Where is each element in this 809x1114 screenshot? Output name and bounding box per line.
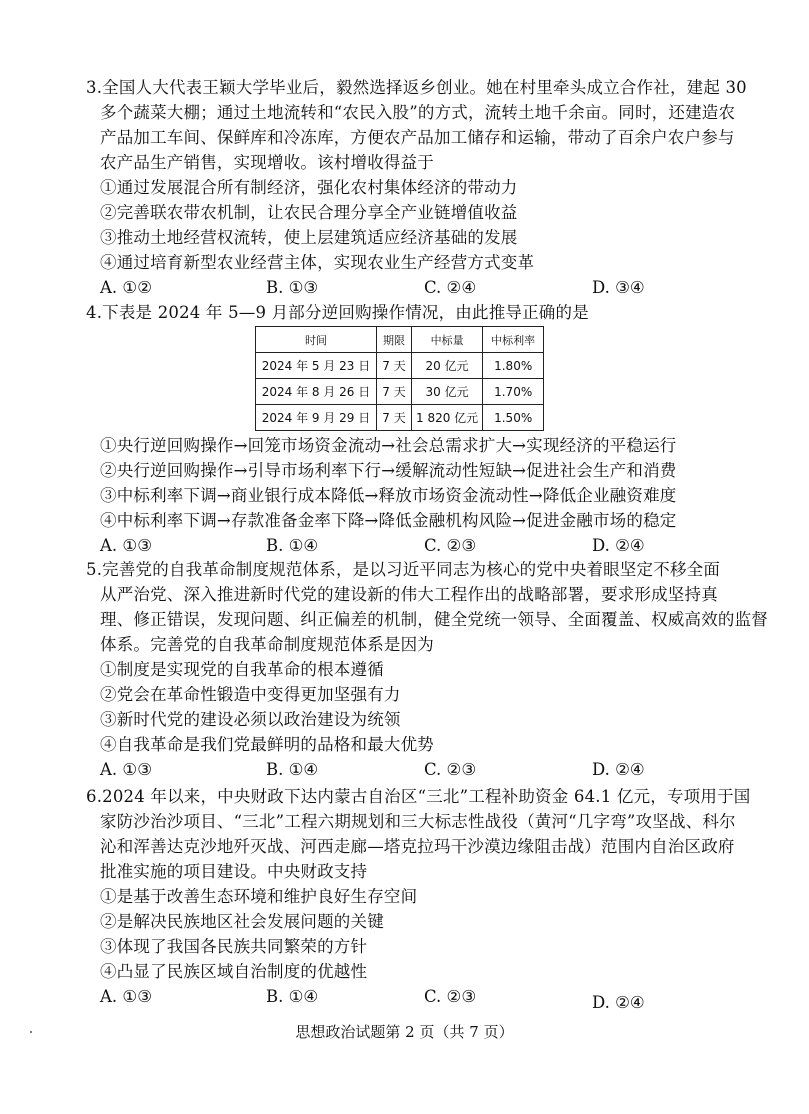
q4-choice-b: B. ①④	[266, 536, 319, 555]
q4-choice-c: C. ②③	[424, 536, 477, 555]
q3-option-3: ③推动土地经营权流转，使上层建筑适应经济基础的发展	[100, 228, 518, 247]
q6-choices	[100, 984, 706, 1012]
table-header-term: 期限	[377, 327, 412, 353]
q6-option-2: ②是解决民族地区社会发展问题的关键	[100, 912, 384, 931]
table-header-date: 时间	[256, 327, 377, 353]
q4-option-4: ④中标利率下调→存款准备金率下降→降低金融机构风险→促进金融市场的稳定	[100, 511, 677, 530]
q4-choices	[100, 533, 706, 558]
table-cell: 20 亿元	[412, 353, 483, 379]
table-cell: 2024 年 8 月 26 日	[256, 379, 377, 405]
question-3	[86, 75, 747, 300]
q6-option-4: ④凸显了民族区域自治制度的优越性	[100, 962, 368, 981]
q3-option-2: ②完善联农带农机制，让农民合理分享全产业链增值收益	[100, 203, 518, 222]
q4-choice-a: A. ①③	[100, 536, 152, 555]
q3-choice-b: B. ①③	[266, 278, 319, 297]
table-header-rate: 中标利率	[483, 327, 544, 353]
question-4-options	[86, 433, 706, 558]
repo-operations-table	[255, 326, 544, 431]
q3-stem-line-4: 农产品生产销售，实现增收。该村增收得益于	[100, 153, 434, 172]
table-row	[256, 353, 544, 379]
q6-stem-line-3: 沁和浑善达克沙地歼灭战、河西走廊—塔克拉玛干沙漠边缘阻击战）范围内自治区政府	[100, 837, 735, 856]
q5-choice-d: D. ②④	[592, 760, 645, 779]
question-5	[86, 557, 768, 782]
q5-choice-c: C. ②③	[424, 760, 477, 779]
table-row	[256, 405, 544, 431]
q6-stem-line-4: 批准实施的项目建设。中央财政支持	[100, 862, 368, 881]
q5-choice-a: A. ①③	[100, 760, 152, 779]
q3-stem-line-3: 产品加工车间、保鲜库和冷冻库，方便农产品加工储存和运输，带动了百余户农户参与	[100, 128, 735, 147]
table-cell: 1.70%	[483, 379, 544, 405]
q3-option-4: ④通过培育新型农业经营主体，实现农业生产经营方式变革	[100, 253, 535, 272]
q3-stem-line-2: 多个蔬菜大棚；通过土地流转和“农民入股”的方式，流转土地千余亩。同时，还建造农	[100, 103, 736, 122]
table-cell: 7 天	[377, 405, 412, 431]
q5-stem-line-1: 5.完善党的自我革命制度规范体系，是以习近平同志为核心的党中央着眼坚定不移全面	[86, 560, 721, 579]
q6-choice-c: C. ②③	[424, 987, 477, 1006]
q6-choice-a: A. ①③	[100, 987, 152, 1006]
q6-choice-b: B. ①④	[266, 987, 319, 1006]
table-cell: 1.50%	[483, 405, 544, 431]
q4-option-2: ②央行逆回购操作→引导市场利率下行→缓解流动性短缺→促进社会生产和消费	[100, 461, 677, 480]
q5-stem-line-3: 理、修正错误，发现问题、纠正偏差的机制，健全党统一领导、全面覆盖、权威高效的监督	[100, 610, 768, 629]
q4-option-3: ③中标利率下调→商业银行成本降低→释放市场资金流动性→降低企业融资难度	[100, 486, 677, 505]
q3-stem-line-1: 3.全国人大代表王颖大学毕业后，毅然选择返乡创业。她在村里牵头成立合作社，建起 30	[86, 78, 747, 97]
q5-stem-line-4: 体系。完善党的自我革命制度规范体系是因为	[100, 635, 434, 654]
q3-choice-d: D. ③④	[592, 278, 645, 297]
q4-choice-d: D. ②④	[592, 536, 645, 555]
table-cell: 7 天	[377, 379, 412, 405]
q6-stem-line-2: 家防沙治沙项目、“三北”工程六期规划和三大标志性战役（黄河“几字弯”攻坚战、科尔	[100, 812, 736, 831]
table-cell: 1 820 亿元	[412, 405, 483, 431]
q3-choice-a: A. ①②	[100, 278, 152, 297]
q6-option-3: ③体现了我国各民族共同繁荣的方针	[100, 937, 368, 956]
q3-choice-c: C. ②④	[424, 278, 477, 297]
q5-choices	[100, 757, 706, 782]
table-row	[256, 379, 544, 405]
table-cell: 1.80%	[483, 353, 544, 379]
q6-choice-d: D. ②④	[592, 993, 645, 1012]
q5-choice-b: B. ①④	[266, 760, 319, 779]
table-cell: 2024 年 9 月 29 日	[256, 405, 377, 431]
q3-choices	[100, 275, 706, 300]
q5-option-1: ①制度是实现党的自我革命的根本遵循	[100, 660, 384, 679]
page-footer: 思想政治试题第 2 页（共 7 页）	[295, 1023, 514, 1041]
table-cell: 2024 年 5 月 23 日	[256, 353, 377, 379]
table-cell: 30 亿元	[412, 379, 483, 405]
table-header-volume: 中标量	[412, 327, 483, 353]
q6-stem-line-1: 6.2024 年以来，中央财政下达内蒙古自治区“三北”工程补助资金 64.1 亿元，专项用于国	[86, 787, 751, 806]
q5-stem-line-2: 从严治党、深入推进新时代党的建设新的伟大工程作出的战略部署，要求形成坚持真	[100, 585, 718, 604]
q4-stem-line-1: 4.下表是 2024 年 5—9 月部分逆回购操作情况，由此推导正确的是	[86, 303, 589, 322]
q5-option-2: ②党会在革命性锻造中变得更加坚强有力	[100, 685, 401, 704]
q5-option-3: ③新时代党的建设必须以政治建设为统领	[100, 710, 401, 729]
question-6	[86, 784, 751, 1012]
q5-option-4: ④自我革命是我们党最鲜明的品格和最大优势	[100, 735, 434, 754]
table-cell: 7 天	[377, 353, 412, 379]
question-4	[86, 300, 706, 325]
q6-option-1: ①是基于改善生态环境和维护良好生存空间	[100, 887, 418, 906]
table-header-row	[256, 327, 544, 353]
q3-option-1: ①通过发展混合所有制经济，强化农村集体经济的带动力	[100, 178, 518, 197]
q4-option-1: ①央行逆回购操作→回笼市场资金流动→社会总需求扩大→实现经济的平稳运行	[100, 436, 677, 455]
